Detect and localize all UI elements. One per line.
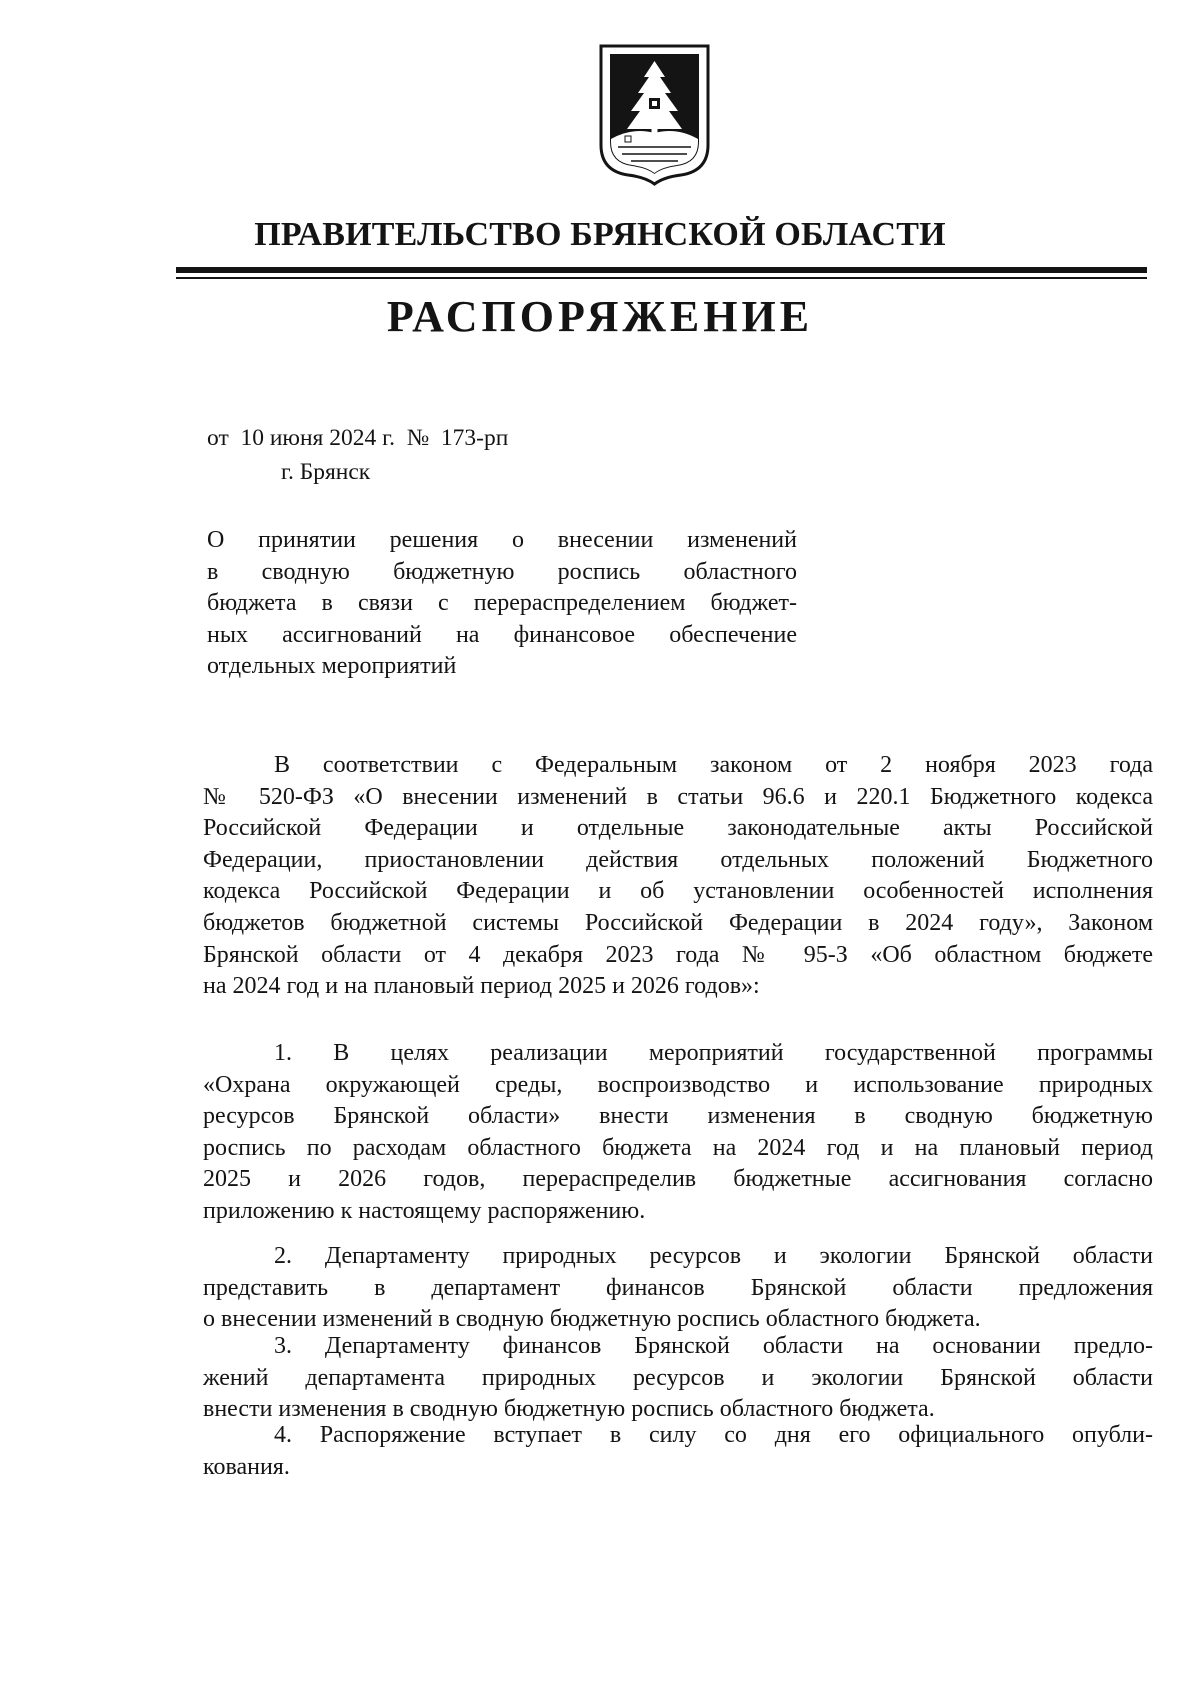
subject-line: отдельных мероприятий: [207, 653, 457, 680]
body-line: 1. В целях реализации мероприятий государственной программы: [274, 1040, 1153, 1066]
subject-line: в сводную бюджетную роспись областного: [207, 558, 797, 585]
body-line: на 2024 год и на плановый период 2025 и 2026 годов»:: [203, 973, 760, 1000]
document-subject: [207, 525, 797, 683]
coat-of-arms-icon: [598, 43, 711, 186]
clause-4-paragraph: [203, 1420, 1153, 1483]
header-divider-thick: [176, 267, 1147, 273]
clause-1-paragraph: [203, 1038, 1153, 1228]
body-line: представить в департамент финансов Брянской области предложения: [203, 1274, 1153, 1301]
body-line: 2025 и 2026 годов, перераспределив бюджетные ассигнования согласно: [203, 1166, 1153, 1193]
header-divider-thin: [176, 277, 1147, 279]
clause-2-paragraph: [203, 1241, 1153, 1336]
document-type-title: РАСПОРЯЖЕНИЕ: [386, 292, 814, 341]
body-line: 4. Распоряжение вступает в силу со дня его официального опубли-: [274, 1422, 1153, 1448]
body-line: Российской Федерации и отдельные законодательные акты Российской: [203, 815, 1153, 842]
body-line: бюджетов бюджетной системы Российской Федерации в 2024 году», Законом: [203, 909, 1153, 936]
subject-line: О принятии решения о внесении изменений: [207, 527, 797, 553]
body-line: № 520-ФЗ «О внесении изменений в статьи 96.6 и 220.1 Бюджетного кодекса: [203, 783, 1153, 810]
body-line: Федерации, приостановлении действия отдельных положений Бюджетного: [203, 846, 1153, 873]
body-line: В соответствии с Федеральным законом от 2 ноября 2023 года: [274, 752, 1153, 778]
clause-3-paragraph: [203, 1331, 1153, 1426]
body-line: приложению к настоящему распоряжению.: [203, 1197, 646, 1224]
body-line: 2. Департаменту природных ресурсов и экологии Брянской области: [274, 1243, 1153, 1269]
subject-line: ных ассигнований на финансовое обеспечение: [207, 621, 797, 648]
body-line: кодекса Российской Федерации и об установлении особенностей исполнения: [203, 878, 1153, 905]
body-line: роспись по расходам областного бюджета на 2024 год и на плановый период: [203, 1134, 1153, 1161]
body-line: жений департамента природных ресурсов и экологии Брянской области: [203, 1364, 1153, 1391]
body-line: кования.: [203, 1453, 290, 1480]
body-line: о внесении изменений в сводную бюджетную роспись областного бюджета.: [203, 1306, 981, 1333]
preamble-paragraph: [203, 750, 1153, 1003]
subject-line: бюджета в связи с перераспределением бюджет-: [207, 590, 797, 617]
body-line: Брянской области от 4 декабря 2023 года № 95-З «Об областном бюджете: [203, 941, 1153, 968]
body-line: 3. Департаменту финансов Брянской области на основании предло-: [274, 1333, 1153, 1359]
document-city: г. Брянск: [281, 459, 371, 485]
body-line: «Охрана окружающей среды, воспроизводство и использование природных: [203, 1071, 1153, 1098]
body-line: внести изменения в сводную бюджетную роспись областного бюджета.: [203, 1396, 935, 1423]
body-line: ресурсов Брянской области» внести изменения в сводную бюджетную: [203, 1103, 1153, 1130]
document-date-number: от 10 июня 2024 г. № 173-рп: [207, 425, 509, 451]
organization-title: ПРАВИТЕЛЬСТВО БРЯНСКОЙ ОБЛАСТИ: [254, 216, 946, 253]
